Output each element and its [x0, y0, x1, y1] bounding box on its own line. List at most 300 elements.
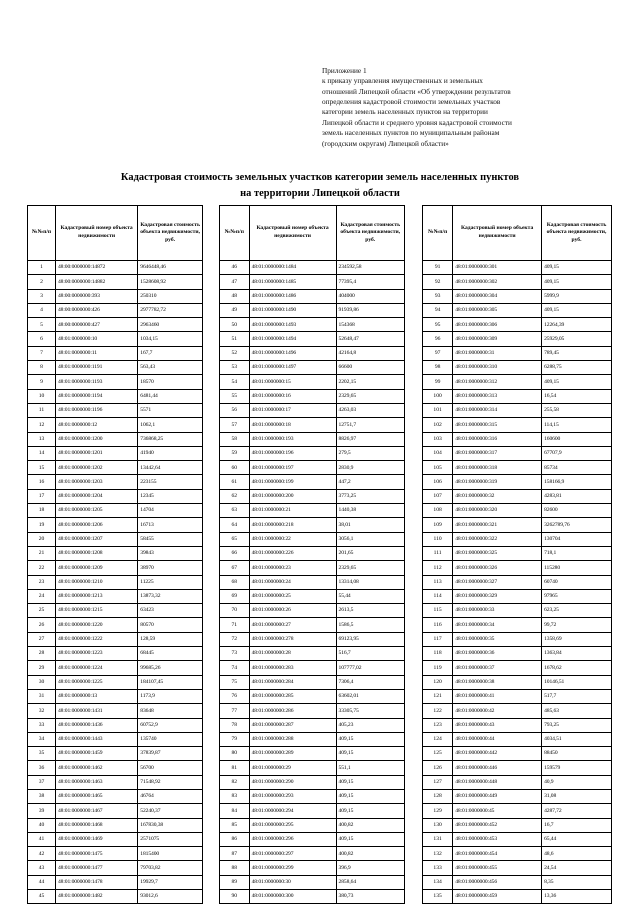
- cell-cadastral-number: 48:01:0000000:1191: [56, 361, 138, 375]
- cell-cadastral-number: 48:01:0000000:302: [453, 275, 542, 289]
- table-row: [220, 632, 405, 646]
- table-row: [423, 575, 612, 589]
- cell-cadastral-value: 404000: [336, 289, 404, 303]
- cell-num: 92: [423, 275, 453, 289]
- cell-cadastral-value: 85734: [542, 461, 612, 475]
- cell-num: 62: [220, 489, 250, 503]
- table-row: [28, 275, 203, 289]
- cell-cadastral-number: 48:01:0000000:295: [249, 818, 336, 832]
- cell-cadastral-value: 167830,38: [138, 818, 203, 832]
- cell-cadastral-value: 14704: [138, 504, 203, 518]
- cell-cadastral-value: 12751,7: [336, 418, 404, 432]
- cell-cadastral-value: 41940: [138, 446, 203, 460]
- cell-num: 72: [220, 632, 250, 646]
- table-row: [28, 718, 203, 732]
- page-title-line-1: Кадастровая стоимость земельных участков категории земель населенных пунктов: [120, 172, 520, 183]
- cell-num: 130: [423, 818, 453, 832]
- cell-num: 4: [28, 303, 56, 317]
- cell-num: 95: [423, 318, 453, 332]
- cell-num: 108: [423, 504, 453, 518]
- cell-cadastral-value: 79703,82: [138, 861, 203, 875]
- cell-num: 74: [220, 661, 250, 675]
- cell-num: 66: [220, 546, 250, 560]
- cell-cadastral-value: 55,44: [336, 589, 404, 603]
- cell-cadastral-value: 409,15: [542, 375, 612, 389]
- table-row: [423, 618, 612, 632]
- cell-cadastral-value: 718,1: [542, 546, 612, 560]
- cell-cadastral-value: 184107,45: [138, 675, 203, 689]
- cell-cadastral-number: 48:01:0000000:13: [56, 689, 138, 703]
- table-row: [220, 847, 405, 861]
- cell-num: 59: [220, 446, 250, 460]
- cell-cadastral-number: 48:01:0000000:1196: [56, 403, 138, 417]
- appendix-line-6: земель населенных пунктов по муниципальным районам: [322, 128, 500, 138]
- appendix-line-1: к приказу управления имущественных и земельных: [322, 76, 483, 86]
- cell-cadastral-number: 48:01:0000000:314: [453, 403, 542, 417]
- cell-cadastral-value: 91939,86: [336, 303, 404, 317]
- cell-cadastral-value: 485,63: [542, 704, 612, 718]
- cell-cadastral-value: 2963460: [138, 318, 203, 332]
- cadastral-table-column-3: [422, 205, 612, 904]
- cell-cadastral-value: 46764: [138, 789, 203, 803]
- table-row: [220, 647, 405, 661]
- cell-num: 124: [423, 732, 453, 746]
- cell-cadastral-value: 201,65: [336, 546, 404, 560]
- cell-cadastral-value: 58455: [138, 532, 203, 546]
- cell-cadastral-number: 48:01:0000000:299: [249, 861, 336, 875]
- cell-num: 87: [220, 847, 250, 861]
- table-row: [28, 375, 203, 389]
- header-num: №№п/п: [220, 206, 250, 261]
- cell-num: 2: [28, 275, 56, 289]
- cell-num: 5: [28, 318, 56, 332]
- cell-cadastral-number: 48:01:0000000:37: [453, 661, 542, 675]
- cell-num: 61: [220, 475, 250, 489]
- cell-cadastral-value: 16,7: [542, 818, 612, 832]
- header-cadastral-number: Кадастровый номер объекта недвижимости: [453, 206, 542, 261]
- table-row: [28, 618, 203, 632]
- table-row: [28, 847, 203, 861]
- cell-cadastral-value: 3773,25: [336, 489, 404, 503]
- cell-cadastral-value: 40,9: [542, 775, 612, 789]
- cell-num: 20: [28, 532, 56, 546]
- cell-num: 104: [423, 446, 453, 460]
- table-row: [28, 504, 203, 518]
- cell-cadastral-value: 396,9: [336, 861, 404, 875]
- cell-cadastral-value: 13,36: [542, 890, 612, 904]
- cell-cadastral-number: 48:01:0000000:1482: [56, 890, 138, 904]
- cell-cadastral-value: 114,15: [542, 418, 612, 432]
- cell-cadastral-number: 48:01:0000000:319: [453, 475, 542, 489]
- cell-num: 116: [423, 618, 453, 632]
- cell-num: 60: [220, 461, 250, 475]
- cell-cadastral-value: 67707,9: [542, 446, 612, 460]
- header-cadastral-number: Кадастровый номер объекта недвижимости: [56, 206, 138, 261]
- cell-cadastral-value: 8,35: [542, 875, 612, 889]
- cell-cadastral-value: 405,23: [336, 718, 404, 732]
- cell-cadastral-value: 1363,84: [542, 647, 612, 661]
- cell-cadastral-number: 48:01:0000000:1201: [56, 446, 138, 460]
- cadastral-table-column-1-wrapper: [27, 205, 203, 904]
- cell-cadastral-number: 48:01:0000000:27: [249, 618, 336, 632]
- cell-cadastral-number: 48:01:0000000:310: [453, 361, 542, 375]
- cell-cadastral-value: 12345: [138, 489, 203, 503]
- appendix-line-2: отношений Липецкой области «Об утверждении результатов: [322, 86, 511, 96]
- table-row: [423, 518, 612, 532]
- table-row: [220, 861, 405, 875]
- cell-cadastral-value: 409,15: [542, 275, 612, 289]
- cell-num: 25: [28, 604, 56, 618]
- cell-cadastral-number: 48:01:0000000:32: [453, 489, 542, 503]
- cell-cadastral-value: 516,7: [336, 647, 404, 661]
- cell-num: 115: [423, 604, 453, 618]
- table-row: [220, 804, 405, 818]
- cell-num: 121: [423, 689, 453, 703]
- cell-cadastral-value: 11225: [138, 575, 203, 589]
- cell-cadastral-value: 563,43: [138, 361, 203, 375]
- table-row: [28, 704, 203, 718]
- table-row: [423, 761, 612, 775]
- table-row: [423, 890, 612, 904]
- table-row: [28, 689, 203, 703]
- cell-cadastral-number: 48:01:0000000:24: [249, 575, 336, 589]
- cell-num: 103: [423, 432, 453, 446]
- table-row: [423, 418, 612, 432]
- cell-num: 63: [220, 504, 250, 518]
- cell-cadastral-number: 48:01:0000000:12: [56, 418, 138, 432]
- cell-cadastral-number: 48:00:0000000:14882: [56, 275, 138, 289]
- cell-num: 78: [220, 718, 250, 732]
- cell-cadastral-value: 400,82: [336, 818, 404, 832]
- cell-num: 48: [220, 289, 250, 303]
- header-num: №№п/п: [423, 206, 453, 261]
- table-header-row: [220, 206, 405, 261]
- cell-cadastral-number: 48:01:0000000:288: [249, 732, 336, 746]
- table-row: [28, 647, 203, 661]
- cell-cadastral-number: 48:01:0000000:1203: [56, 475, 138, 489]
- cell-cadastral-value: 409,15: [336, 804, 404, 818]
- cell-cadastral-number: 48:01:0000000:1222: [56, 632, 138, 646]
- cell-cadastral-number: 48:01:0000000:322: [453, 532, 542, 546]
- table-row: [423, 689, 612, 703]
- table-row: [220, 432, 405, 446]
- cell-num: 47: [220, 275, 250, 289]
- cell-cadastral-value: 1815400: [138, 847, 203, 861]
- cell-cadastral-value: 154368: [336, 318, 404, 332]
- cell-cadastral-value: 380,73: [336, 890, 404, 904]
- cell-num: 125: [423, 747, 453, 761]
- table-row: [220, 489, 405, 503]
- cell-cadastral-number: 48:01:0000000:459: [453, 890, 542, 904]
- cell-cadastral-number: 48:01:0000000:30: [249, 875, 336, 889]
- cell-cadastral-value: 12264,39: [542, 318, 612, 332]
- cell-num: 18: [28, 504, 56, 518]
- cell-num: 39: [28, 804, 56, 818]
- table-row: [28, 518, 203, 532]
- cell-cadastral-value: 56700: [138, 761, 203, 775]
- cell-cadastral-value: 2613,5: [336, 604, 404, 618]
- cell-cadastral-value: 2202,15: [336, 375, 404, 389]
- cell-cadastral-number: 48:01:0000000:1200: [56, 432, 138, 446]
- table-row: [220, 747, 405, 761]
- cell-cadastral-number: 48:01:0000000:1202: [56, 461, 138, 475]
- cell-cadastral-number: 48:01:0000000:305: [453, 303, 542, 317]
- cell-cadastral-value: 1062,1: [138, 418, 203, 432]
- cell-num: 19: [28, 518, 56, 532]
- table-row: [28, 747, 203, 761]
- cell-cadastral-number: 48:01:0000000:43: [453, 718, 542, 732]
- header-cadastral-value: Кадастровая стоимость объекта недвижимости, руб.: [542, 206, 612, 261]
- table-row: [423, 847, 612, 861]
- cell-cadastral-number: 48:01:0000000:15: [249, 375, 336, 389]
- cell-num: 70: [220, 604, 250, 618]
- cell-cadastral-number: 48:01:0000000:312: [453, 375, 542, 389]
- cell-cadastral-number: 48:01:0000000:1194: [56, 389, 138, 403]
- table-row: [423, 375, 612, 389]
- cell-num: 6: [28, 332, 56, 346]
- cell-cadastral-number: 48:01:0000000:1224: [56, 661, 138, 675]
- cell-num: 31: [28, 689, 56, 703]
- cell-cadastral-number: 48:01:0000000:1468: [56, 818, 138, 832]
- appendix-line-3: определения кадастровой стоимости земельных участков: [322, 97, 501, 107]
- header-num: №№п/п: [28, 206, 56, 261]
- cell-num: 102: [423, 418, 453, 432]
- cell-num: 81: [220, 761, 250, 775]
- cell-num: 109: [423, 518, 453, 532]
- cell-num: 75: [220, 675, 250, 689]
- cell-cadastral-value: 107777,02: [336, 661, 404, 675]
- cell-cadastral-value: 5571: [138, 403, 203, 417]
- table-row: [220, 604, 405, 618]
- cell-cadastral-value: 789,45: [542, 346, 612, 360]
- cell-cadastral-value: 5999,9: [542, 289, 612, 303]
- cell-cadastral-value: 65,44: [542, 832, 612, 846]
- table-row: [220, 532, 405, 546]
- table-row: [28, 318, 203, 332]
- cell-cadastral-number: 48:01:0000000:317: [453, 446, 542, 460]
- table-row: [28, 261, 203, 275]
- table-row: [423, 632, 612, 646]
- table-row: [28, 861, 203, 875]
- cell-cadastral-number: 48:01:0000000:313: [453, 389, 542, 403]
- cell-cadastral-value: 13873,32: [138, 589, 203, 603]
- cell-num: 128: [423, 789, 453, 803]
- cell-cadastral-number: 48:01:0000000:325: [453, 546, 542, 560]
- cell-num: 105: [423, 461, 453, 475]
- cell-cadastral-value: 52240,37: [138, 804, 203, 818]
- table-row: [28, 389, 203, 403]
- cell-num: 12: [28, 418, 56, 432]
- cell-num: 32: [28, 704, 56, 718]
- table-row: [423, 718, 612, 732]
- table-row: [423, 346, 612, 360]
- cell-cadastral-value: 135740: [138, 732, 203, 746]
- cell-cadastral-number: 48:01:0000000:294: [249, 804, 336, 818]
- cell-cadastral-value: 83648: [138, 704, 203, 718]
- appendix-reference-block: [322, 66, 594, 149]
- cell-cadastral-value: 400,82: [336, 847, 404, 861]
- cell-cadastral-number: 48:01:0000000:25: [249, 589, 336, 603]
- cell-cadastral-number: 48:01:0000000:16: [249, 389, 336, 403]
- table-row: [423, 875, 612, 889]
- cell-cadastral-number: 48:01:0000000:296: [249, 832, 336, 846]
- cell-num: 37: [28, 775, 56, 789]
- cell-num: 119: [423, 661, 453, 675]
- header-cadastral-value: Кадастровая стоимость объекта недвижимости, руб.: [336, 206, 404, 261]
- table-row: [423, 546, 612, 560]
- appendix-line-7: (городским округам) Липецкой области»: [322, 138, 449, 148]
- cell-cadastral-number: 48:01:0000000:1496: [249, 346, 336, 360]
- table-row: [28, 332, 203, 346]
- cell-cadastral-value: 60740: [542, 575, 612, 589]
- cell-num: 65: [220, 532, 250, 546]
- cell-cadastral-value: 24,54: [542, 861, 612, 875]
- cell-cadastral-number: 48:00:0000000:427: [56, 318, 138, 332]
- cell-cadastral-value: 18570: [138, 375, 203, 389]
- cell-cadastral-value: 160600: [542, 432, 612, 446]
- cell-cadastral-value: 128,59: [138, 632, 203, 646]
- cell-cadastral-value: 130704: [542, 532, 612, 546]
- cell-cadastral-number: 48:01:0000000:193: [249, 432, 336, 446]
- cell-num: 56: [220, 403, 250, 417]
- cell-cadastral-number: 48:01:0000000:285: [249, 689, 336, 703]
- cell-cadastral-number: 48:01:0000000:197: [249, 461, 336, 475]
- table-row: [423, 461, 612, 475]
- cell-cadastral-number: 48:01:0000000:304: [453, 289, 542, 303]
- table-row: [28, 361, 203, 375]
- table-row: [423, 775, 612, 789]
- cell-cadastral-number: 48:01:0000000:321: [453, 518, 542, 532]
- cell-cadastral-number: 48:01:0000000:320: [453, 504, 542, 518]
- cell-cadastral-value: 8826,97: [336, 432, 404, 446]
- cell-cadastral-value: 1678,62: [542, 661, 612, 675]
- cell-cadastral-number: 48:01:0000000:1225: [56, 675, 138, 689]
- cell-cadastral-number: 48:01:0000000:448: [453, 775, 542, 789]
- cell-cadastral-number: 48:01:0000000:18: [249, 418, 336, 432]
- table-row: [423, 789, 612, 803]
- cell-cadastral-number: 48:01:0000000:316: [453, 432, 542, 446]
- table-row: [28, 761, 203, 775]
- cell-num: 34: [28, 732, 56, 746]
- cell-cadastral-number: 48:01:0000000:23: [249, 561, 336, 575]
- cell-num: 49: [220, 303, 250, 317]
- table-row: [220, 818, 405, 832]
- cell-cadastral-number: 48:01:0000000:34: [453, 618, 542, 632]
- cell-num: 64: [220, 518, 250, 532]
- cell-num: 23: [28, 575, 56, 589]
- cell-cadastral-number: 48:01:0000000:41: [453, 689, 542, 703]
- cell-cadastral-value: 38,01: [336, 518, 404, 532]
- table-row: [423, 475, 612, 489]
- cell-cadastral-value: 80570: [138, 618, 203, 632]
- cell-cadastral-value: 69123,95: [336, 632, 404, 646]
- table-row: [220, 389, 405, 403]
- table-row: [423, 818, 612, 832]
- cell-num: 13: [28, 432, 56, 446]
- table-row: [28, 532, 203, 546]
- cell-cadastral-number: 48:01:0000000:329: [453, 589, 542, 603]
- table-row: [423, 804, 612, 818]
- cell-cadastral-number: 48:01:0000000:455: [453, 861, 542, 875]
- cell-num: 68: [220, 575, 250, 589]
- cell-cadastral-value: 1440,38: [336, 504, 404, 518]
- cell-num: 15: [28, 461, 56, 475]
- cell-num: 53: [220, 361, 250, 375]
- cell-cadastral-value: 2571075: [138, 832, 203, 846]
- cell-cadastral-number: 48:01:0000000:309: [453, 332, 542, 346]
- cell-cadastral-value: 1586,5: [336, 618, 404, 632]
- cell-cadastral-number: 48:01:0000000:45: [453, 804, 542, 818]
- cell-cadastral-value: 279,5: [336, 446, 404, 460]
- cell-cadastral-value: 409,15: [336, 832, 404, 846]
- table-row: [423, 704, 612, 718]
- cell-cadastral-value: 447,2: [336, 475, 404, 489]
- cell-num: 91: [423, 261, 453, 275]
- cell-num: 86: [220, 832, 250, 846]
- cell-cadastral-value: 409,15: [336, 747, 404, 761]
- table-row: [423, 661, 612, 675]
- cell-cadastral-number: 48:01:0000000:293: [249, 789, 336, 803]
- cell-cadastral-number: 48:01:0000000:11: [56, 346, 138, 360]
- cell-cadastral-value: 82600: [542, 504, 612, 518]
- table-row: [220, 518, 405, 532]
- cell-cadastral-number: 48:01:0000000:452: [453, 818, 542, 832]
- cell-cadastral-number: 48:01:0000000:301: [453, 261, 542, 275]
- cell-cadastral-number: 48:01:0000000:1223: [56, 647, 138, 661]
- table-body-column-2: [220, 261, 405, 904]
- cell-cadastral-value: 13442,64: [138, 461, 203, 475]
- table-row: [220, 718, 405, 732]
- cell-num: 42: [28, 847, 56, 861]
- cell-num: 46: [220, 261, 250, 275]
- table-row: [28, 546, 203, 560]
- table-row: [28, 575, 203, 589]
- cell-cadastral-value: 1358,69: [542, 632, 612, 646]
- cell-cadastral-value: 99,72: [542, 618, 612, 632]
- cell-num: 85: [220, 818, 250, 832]
- cell-cadastral-number: 48:01:0000000:1208: [56, 546, 138, 560]
- table-row: [220, 361, 405, 375]
- cell-cadastral-number: 48:01:0000000:29: [249, 761, 336, 775]
- cell-cadastral-number: 48:01:0000000:1210: [56, 575, 138, 589]
- table-row: [423, 275, 612, 289]
- cell-num: 94: [423, 303, 453, 317]
- header-cadastral-value: Кадастровая стоимость объекта недвижимости, руб.: [138, 206, 203, 261]
- cell-num: 17: [28, 489, 56, 503]
- table-row: [220, 732, 405, 746]
- table-row: [28, 604, 203, 618]
- cell-cadastral-value: 6288,75: [542, 361, 612, 375]
- cell-cadastral-number: 48:01:0000000:456: [453, 875, 542, 889]
- cell-cadastral-value: 4034,51: [542, 732, 612, 746]
- cell-cadastral-value: 517,7: [542, 689, 612, 703]
- cell-cadastral-number: 48:01:0000000:1206: [56, 518, 138, 532]
- cell-num: 101: [423, 403, 453, 417]
- cell-cadastral-value: 1528608,92: [138, 275, 203, 289]
- table-row: [220, 318, 405, 332]
- cell-cadastral-number: 48:01:0000000:1469: [56, 832, 138, 846]
- cell-num: 134: [423, 875, 453, 889]
- page-title-line-2: на территории Липецкой области: [240, 187, 400, 199]
- table-row: [220, 775, 405, 789]
- table-row: [28, 461, 203, 475]
- cell-cadastral-number: 48:01:0000000:44: [453, 732, 542, 746]
- cell-cadastral-number: 48:01:0000000:290: [249, 775, 336, 789]
- cell-cadastral-value: 1034,15: [138, 332, 203, 346]
- appendix-line-0: Приложение 1: [322, 66, 367, 75]
- cell-num: 126: [423, 761, 453, 775]
- cell-cadastral-value: 77395,4: [336, 275, 404, 289]
